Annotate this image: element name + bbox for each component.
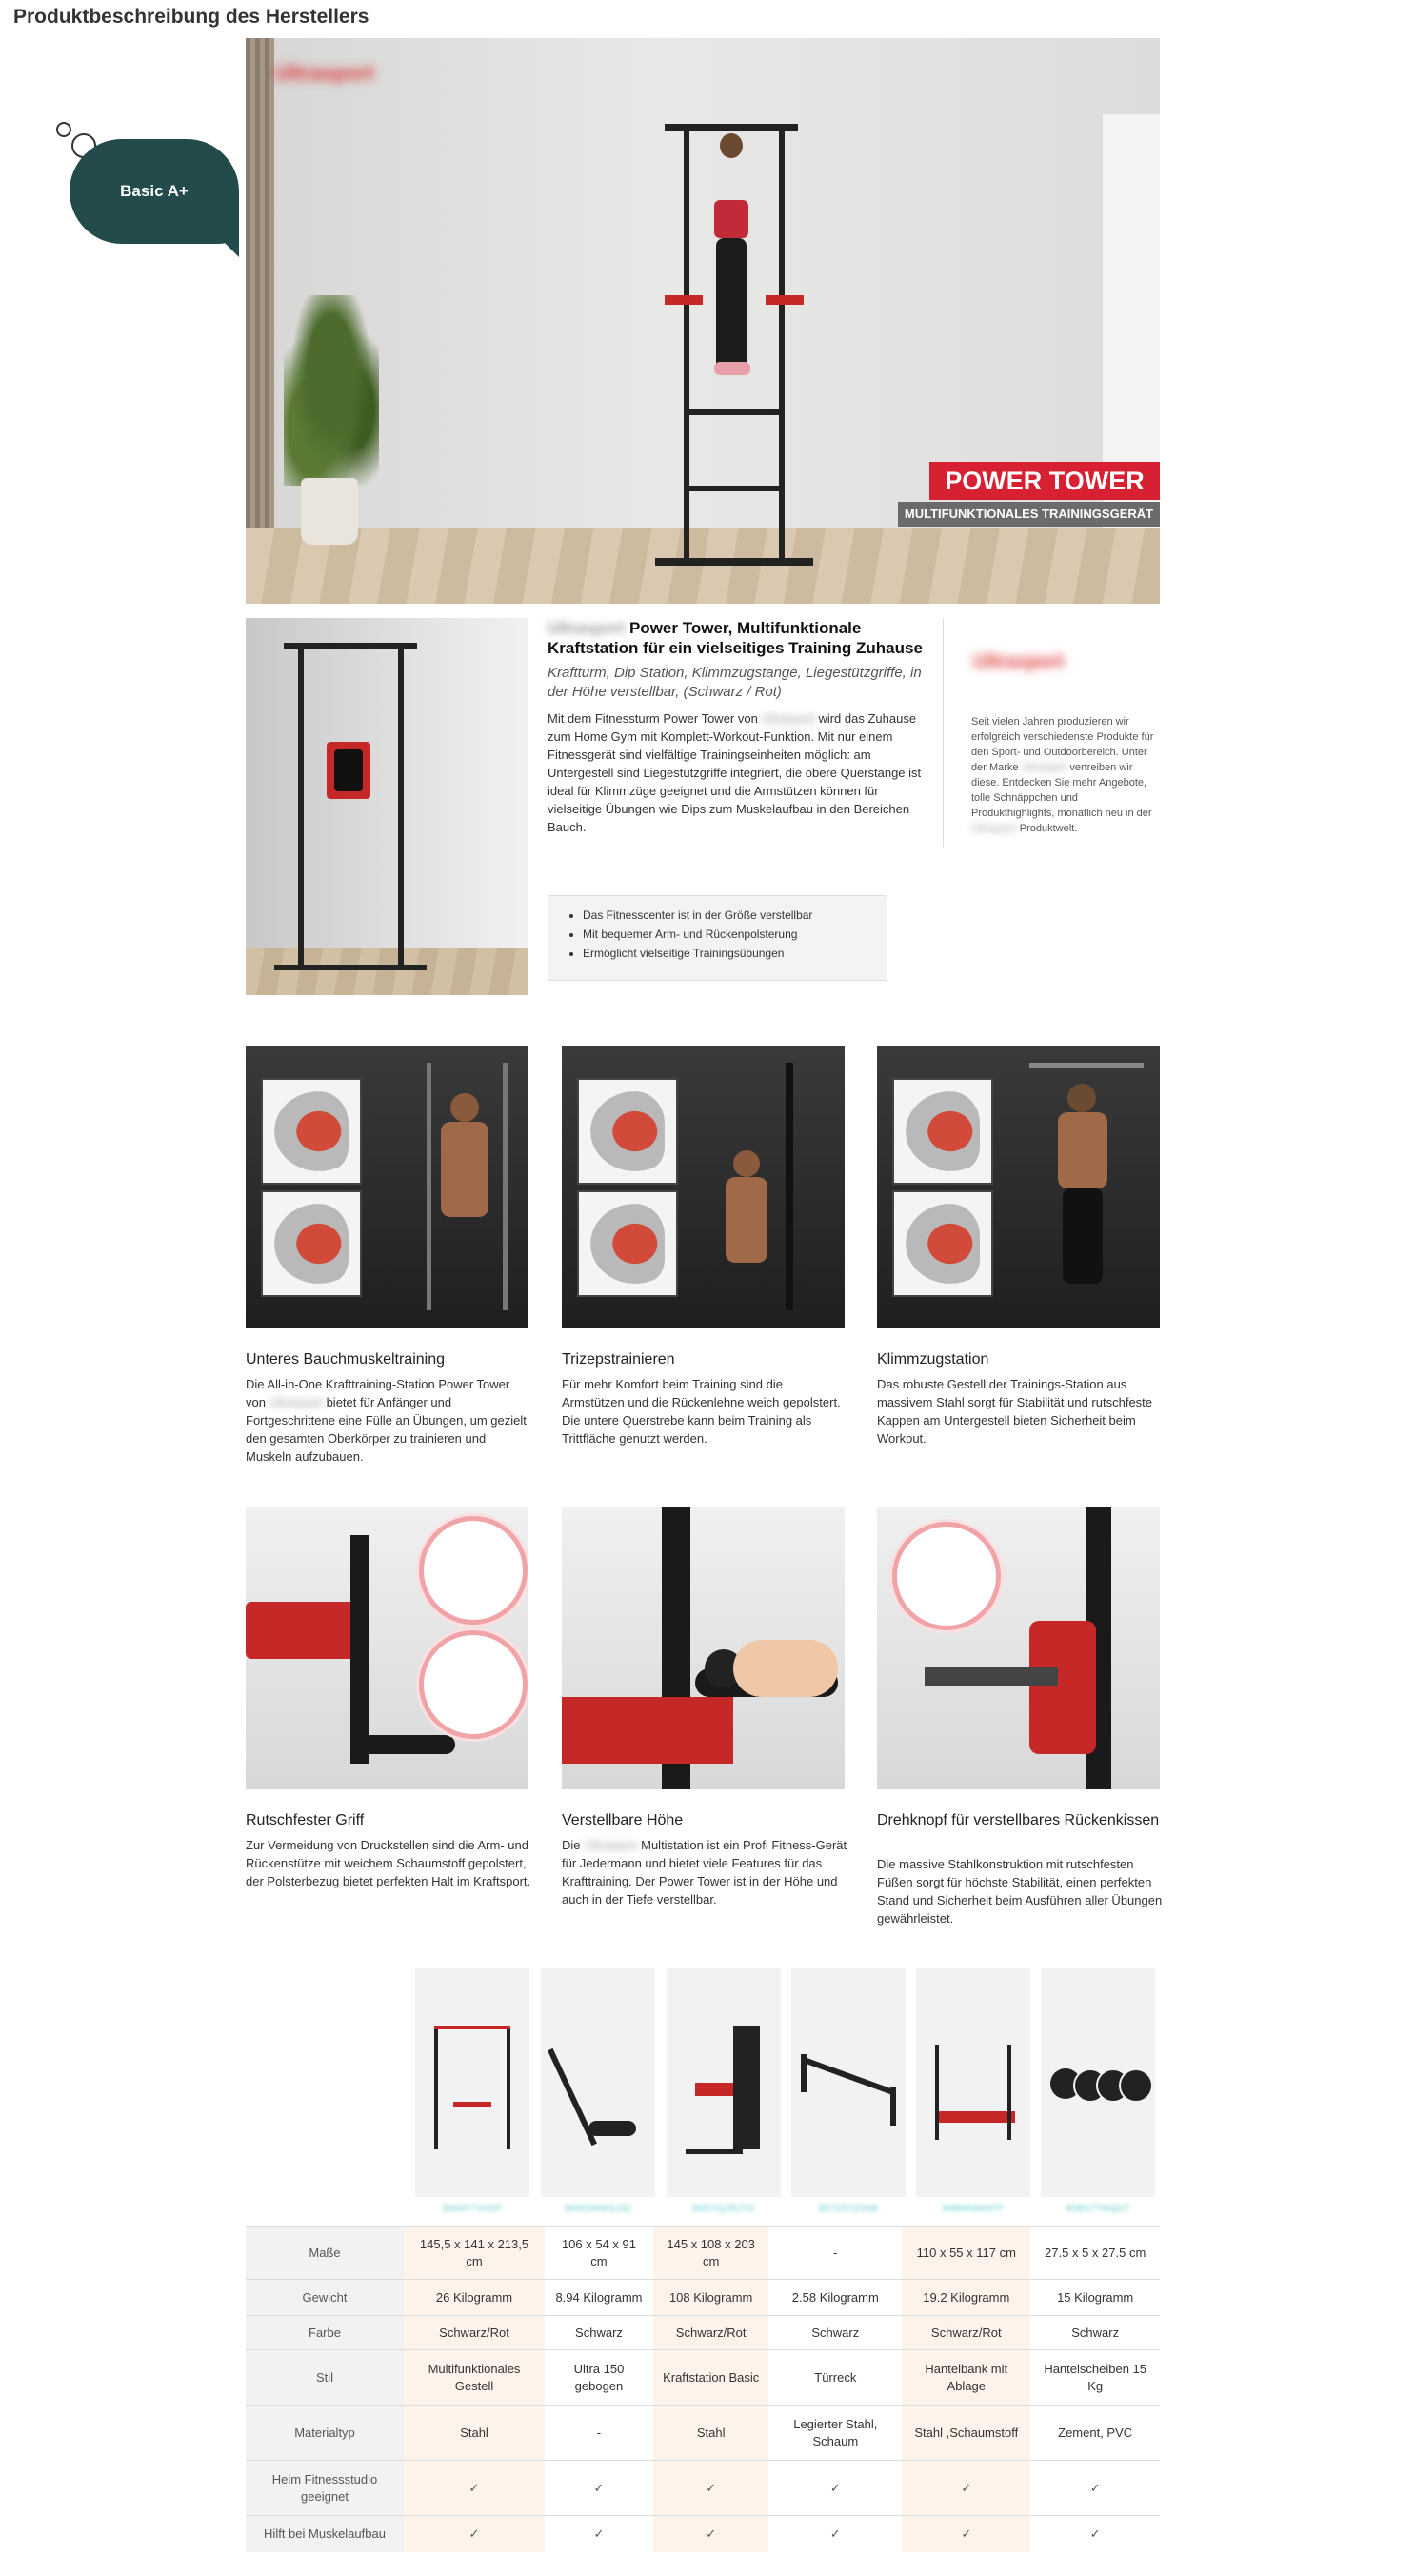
asin-link[interactable]: B0BS7TMQDT (1066, 2204, 1130, 2214)
feature-image-pullup (877, 1046, 1160, 1328)
row-header: Maße (246, 2227, 404, 2280)
table-cell: 15 Kilogramm (1030, 2280, 1160, 2316)
table-row (246, 2516, 1160, 2552)
compare-image-ab-trainer[interactable] (541, 1968, 655, 2197)
intro-subtitle: Kraftturm, Dip Station, Klimmzugstange, Liegestützgriffe, in der Höhe verstellbar, (Schwarz / Rot) (548, 665, 922, 700)
hero-brand-logo: Ultrasport (274, 61, 375, 85)
table-cell: 26 Kilogramm (404, 2280, 545, 2316)
compare-image-kraftstation[interactable] (667, 1968, 781, 2197)
feature-body: Die massive Stahlkonstruktion mit rutschfesten Füßen sorgt für höchste Stabilität, einen perfekten Stand und Sicherheit beim Ausführen aller Übungen gewährleistet. (877, 1857, 1163, 1926)
bullet-item: • Mit bequemer Arm- und Rückenpolsterung (583, 925, 887, 944)
compare-image-bench[interactable] (916, 1968, 1030, 2197)
feature-body: Für mehr Komfort beim Training sind die Armstützen und die Rückenlehne weich gepolstert. Die untere Querstrebe kann beim Training als Trittfläche genutzt werden. (562, 1377, 841, 1446)
table-cell: 145 x 108 x 203 cm (653, 2227, 768, 2280)
table-cell: Schwarz (1030, 2316, 1160, 2350)
table-row (246, 2406, 1160, 2461)
intro-title: Ultrasport Power Tower, Multifunktionale Kraftstation für ein vielseitiges Training Zuhause (548, 619, 923, 657)
table-cell: Türreck (768, 2350, 902, 2406)
table-row (246, 2350, 1160, 2406)
feature-body: Zur Vermeidung von Druckstellen sind die Arm- und Rückenstütze mit weichem Schaumstoff gepolstert, der Polsterbezug bietet perfekten Halt im Kraftsport. (246, 1838, 531, 1888)
feature-title: Verstellbare Höhe (562, 1812, 684, 1828)
compare-image-door-bar[interactable] (791, 1968, 906, 2197)
table-cell: Stahl ,Schaumstoff (902, 2406, 1030, 2461)
check-icon: ✓ (768, 2461, 902, 2516)
table-cell: Schwarz/Rot (902, 2316, 1030, 2350)
compare-image-weight-plates[interactable] (1041, 1968, 1155, 2197)
feature-body: Die Ultrasport Multistation ist ein Profi Fitness-Gerät für Jedermann und bietet viele Features für das Krafttraining. Der Power Tower ist in der Höhe und auch in der Tiefe verstellbar. (562, 1838, 847, 1907)
banner-subtitle: MULTIFUNKTIONALES TRAININGSGERÄT (898, 502, 1160, 527)
table-cell: Zement, PVC (1030, 2406, 1160, 2461)
table-cell: Legierter Stahl, Schaum (768, 2406, 902, 2461)
table-cell: Schwarz/Rot (653, 2316, 768, 2350)
banner-title: POWER TOWER (929, 462, 1160, 500)
check-icon: ✓ (1030, 2461, 1160, 2516)
feature-title: Klimmzugstation (877, 1351, 989, 1368)
table-row (246, 2316, 1160, 2350)
check-icon: ✓ (545, 2461, 653, 2516)
table-cell: Schwarz (545, 2316, 653, 2350)
feature-image-grip (246, 1507, 528, 1789)
feature-body: Die All-in-One Krafttraining-Station Power Tower von Ultrasport bietet für Anfänger und Fortgeschrittene eine Fülle an Übungen, um gezielt den gesamten Oberkörper zu trainieren und Muskeln aufzubauen. (246, 1377, 527, 1464)
table-cell: Hantelscheiben 15 Kg (1030, 2350, 1160, 2406)
check-icon: ✓ (404, 2461, 545, 2516)
bullet-item: • Das Fitnesscenter ist in der Größe verstellbar (583, 906, 887, 925)
table-row (246, 2227, 1160, 2280)
intro-body: Mit dem Fitnessturm Power Tower von Ultrasport wird das Zuhause zum Home Gym mit Komplett-Workout-Funktion. Mit nur einem Fitnessgerät sind vielfältige Trainingseinheiten möglich: am Untergestell sind Liegestützgriffe integriert, die obere Querstange ist ideal für Klimmzüge geeignet und die Armstützen können für vielseitige Übungen wie Dips zum Muskelaufbau in den Bereichen Bauch. (548, 711, 922, 834)
basic-aplus-badge (52, 118, 243, 280)
feature-image-height (562, 1507, 845, 1789)
table-cell: Stahl (653, 2406, 768, 2461)
brand-description: Seit vielen Jahren produzieren wir erfolgreich verschiedenste Produkte für den Sport- und Outdoorbereich. Unter der Marke Ultrasport vertreiben wir diese. Entdecken Sie mehr Angebote, tolle Schnäppchen und Produkthighlights, monatlich neu in der Ultrasport Produktwelt. (971, 716, 1154, 834)
table-cell: Stahl (404, 2406, 545, 2461)
table-cell: 27.5 x 5 x 27.5 cm (1030, 2227, 1160, 2280)
divider (943, 618, 944, 847)
athlete-illustration (693, 133, 769, 495)
feature-body: Das robuste Gestell der Trainings-Station aus massivem Stahl sorgt für Stabilität und rutschfeste Kappen am Untergestell bieten Sicherheit beim Workout. (877, 1377, 1153, 1446)
compare-image-power-rack[interactable] (415, 1968, 529, 2197)
feature-image-abs (246, 1046, 528, 1328)
asin-link[interactable]: B0DYQJRJTG (692, 2204, 755, 2214)
table-cell: 106 x 54 x 91 cm (545, 2227, 653, 2280)
table-cell: - (768, 2227, 902, 2280)
table-cell: Schwarz (768, 2316, 902, 2350)
bullet-item: • Ermöglicht vielseitige Trainingsübungen (583, 944, 887, 963)
comparison-table (246, 2226, 1160, 2552)
table-cell: - (545, 2406, 653, 2461)
table-cell: 19.2 Kilogramm (902, 2280, 1030, 2316)
row-header: Materialtyp (246, 2406, 404, 2461)
check-icon: ✓ (653, 2516, 768, 2552)
feature-image-knob (877, 1507, 1160, 1789)
feature-title: Drehknopf für verstellbares Rückenkissen (877, 1812, 1160, 1828)
table-cell: 8.94 Kilogramm (545, 2280, 653, 2316)
plant-illustration (284, 295, 379, 486)
table-cell: 2.58 Kilogramm (768, 2280, 902, 2316)
check-icon: ✓ (545, 2516, 653, 2552)
hero-image (246, 38, 1160, 604)
table-cell: Ultra 150 gebogen (545, 2350, 653, 2406)
table-cell: 108 Kilogramm (653, 2280, 768, 2316)
asin-link[interactable]: B07Z6YDS9B (818, 2204, 879, 2214)
table-cell: 145,5 x 141 x 213,5 cm (404, 2227, 545, 2280)
feature-title: Trizepstrainieren (562, 1351, 675, 1368)
asin-link[interactable]: B08SWNHLDQ (565, 2204, 631, 2214)
badge-label: Basic A+ (70, 139, 239, 244)
table-cell: Hantelbank mit Ablage (902, 2350, 1030, 2406)
feature-bullets (548, 895, 887, 981)
check-icon: ✓ (653, 2461, 768, 2516)
check-icon: ✓ (1030, 2516, 1160, 2552)
feature-title: Unteres Bauchmuskeltraining (246, 1351, 445, 1368)
table-row (246, 2461, 1160, 2516)
row-header: Gewicht (246, 2280, 404, 2316)
row-header: Farbe (246, 2316, 404, 2350)
check-icon: ✓ (902, 2461, 1030, 2516)
row-header: Stil (246, 2350, 404, 2406)
bubble-icon (56, 122, 71, 137)
check-icon: ✓ (404, 2516, 545, 2552)
row-header: Heim Fitnessstudio geeignet (246, 2461, 404, 2516)
brand-logo: Ultrasport (973, 651, 1065, 672)
table-cell: Schwarz/Rot (404, 2316, 545, 2350)
page-heading: Produktbeschreibung des Herstellers (13, 6, 369, 28)
table-cell: 110 x 55 x 117 cm (902, 2227, 1030, 2280)
intro-text (548, 618, 924, 836)
asin-link[interactable]: B08MN8A9TP (943, 2204, 1004, 2214)
feature-image-triceps (562, 1046, 845, 1328)
feature-title: Rutschfester Griff (246, 1812, 365, 1828)
table-row (246, 2280, 1160, 2316)
table-cell: Multifunktionales Gestell (404, 2350, 545, 2406)
product-image (246, 618, 528, 995)
table-cell: Kraftstation Basic (653, 2350, 768, 2406)
row-header: Hilft bei Muskelaufbau (246, 2516, 404, 2552)
check-icon: ✓ (768, 2516, 902, 2552)
check-icon: ✓ (902, 2516, 1030, 2552)
asin-link[interactable]: B00AT7VHSP (442, 2204, 503, 2214)
